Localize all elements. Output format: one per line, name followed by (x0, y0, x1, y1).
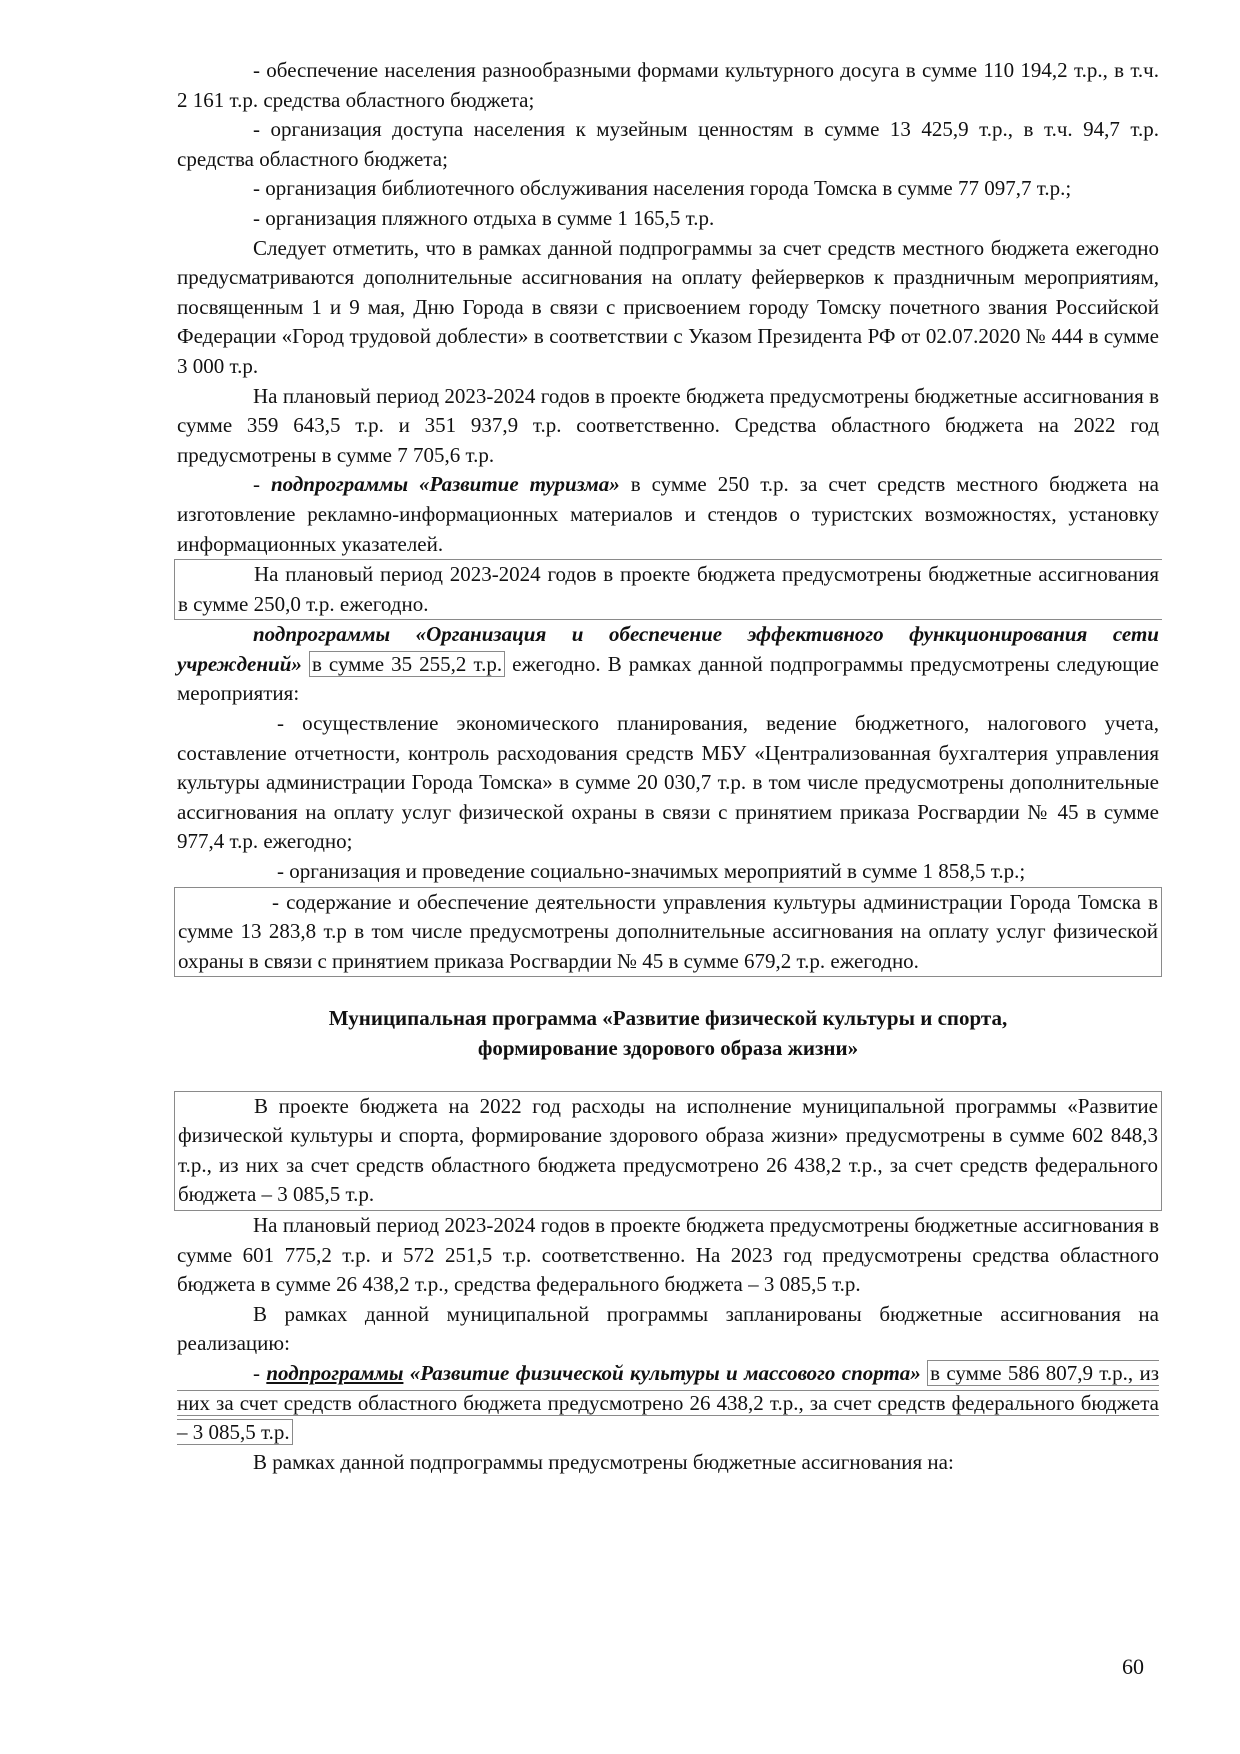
paragraph-planning-period-tourism: На плановый период 2023-2024 годов в проекте бюджета предусмотрены бюджетные ассигнования в сумме 250,0 т.р. ежегодно. (178, 562, 1159, 616)
paragraph-tourism-subprogram (177, 470, 1159, 559)
highlight-box-tourism-planning (174, 559, 1162, 620)
network-subprogram-text: ежегодно. В рамках данной подпрограммы предусмотрены следующие мероприятия: (177, 651, 1159, 706)
paragraph-mass-sport-subprogram (177, 1359, 1159, 1448)
highlight-box-network-sum: в сумме 35 255,2 т.р. (309, 651, 505, 677)
paragraph-fireworks-note: Следует отметить, что в рамках данной подпрограммы за счет средств местного бюджета ежегодно предусматриваются дополнительные ассигнования на оплату фейерверков к праздничным мероприятиям, посвященным 1 и 9 мая, Дню Города в связи с присвоением городу Томску почетного звания Российской Федерации «Город трудовой доблести» в соответствии с Указом Президента РФ от 02.07.2020 № 444 в сумме 3 000 т.р. (177, 235, 1159, 378)
highlight-box-sport-budget (174, 1091, 1162, 1211)
paragraph-planning-period-culture: На плановый период 2023-2024 годов в проекте бюджета предусмотрены бюджетные ассигнования в сумме 359 643,5 т.р. и 351 937,9 т.р. соответственно. Средства областного бюджета на 2022 год предусмотрены в сумме 7 705,6 т.р. (177, 383, 1159, 467)
mass-sport-subprogram-word: подпрограммы (266, 1360, 404, 1385)
page-number: 60 (1122, 1654, 1144, 1679)
mass-sport-subprogram-title: «Развитие физической культуры и массового спорта» (403, 1360, 921, 1385)
paragraph-social-events: - организация и проведение социально-значимых мероприятий в сумме 1 858,5 т.р.; (277, 859, 1026, 884)
network-subprogram-title: подпрограммы «Организация и обеспечение эффективного функционирования сети учреждений» (177, 622, 1159, 676)
paragraph-accounting-activities: - осуществление экономического планирования, ведение бюджетного, налогового учета, составление отчетности, контроль расходования средств МБУ «Централизованная бухгалтерия управления культуры администрации Города Томска» в сумме 20 030,7 т.р. в том числе предусмотрены дополнительные ассигнования на оплату услуг физической охраны в связи с принятием приказа Росгвардии № 45 в сумме 977,4 т.р. ежегодно; (177, 711, 1159, 854)
dash: - (253, 472, 271, 497)
document-page (177, 56, 1159, 1477)
paragraph-subprogram-allocations: В рамках данной подпрограммы предусмотрены бюджетные ассигнования на: (253, 1449, 954, 1474)
dash: - (253, 1360, 267, 1385)
section-heading-sport-program (177, 1004, 1159, 1063)
tourism-subprogram-title: подпрограммы «Развитие туризма» (270, 472, 620, 497)
paragraph-library-service: - организация библиотечного обслуживания населения города Томска в сумме 77 097,7 т.р.; (253, 176, 1072, 201)
paragraph-network-subprogram (177, 620, 1159, 709)
heading-line-2: формирование здорового образа жизни» (477, 1036, 859, 1060)
highlight-box-mass-sport-sum: в сумме 586 807,9 т.р., из них за счет средств областного бюджета предусмотрено 26 438,2 т.р., за счет средств федерального бюджета – 3 085,5 т.р. (177, 1360, 1159, 1445)
paragraph-sport-program-scope: В рамках данной муниципальной программы запланированы бюджетные ассигнования на реализацию: (177, 1301, 1159, 1356)
paragraph-museum-access: - организация доступа населения к музейным ценностям в сумме 13 425,9 т.р., в т.ч. 94,7 т.р. средства областного бюджета; (177, 117, 1159, 171)
paragraph-administration-maintenance: - содержание и обеспечение деятельности управления культуры администрации Города Томска в сумме 13 283,8 т.р в том числе предусмотрены дополнительные ассигнования на оплату услуг физической охраны в связи с принятием приказа Росгвардии № 45 в сумме 679,2 т.р. ежегодно. (178, 889, 1158, 973)
tourism-subprogram-text: в сумме 250 т.р. за счет средств местного бюджета на изготовление рекламно-информационных материалов и стендов о туристских возможностях, установку информационных указателей. (177, 472, 1159, 556)
paragraph-beach-recreation: - организация пляжного отдыха в сумме 1 165,5 т.р. (253, 205, 715, 230)
paragraph-planning-period-sport: На плановый период 2023-2024 годов в проекте бюджета предусмотрены бюджетные ассигнования в сумме 601 775,2 т.р. и 572 251,5 т.р. соответственно. На 2023 год предусмотрены средства областного бюджета в сумме 26 438,2 т.р., средства федерального бюджета – 3 085,5 т.р. (177, 1212, 1159, 1297)
highlight-box-administration (174, 887, 1162, 978)
paragraph-sport-budget-2022: В проекте бюджета на 2022 год расходы на исполнение муниципальной программы «Развитие физической культуры и спорта, формирование здорового образа жизни» предусмотрены в сумме 602 848,3 т.р., из них за счет средств областного бюджета предусмотрено 26 438,2 т.р., за счет средств федерального бюджета – 3 085,5 т.р. (178, 1093, 1158, 1207)
paragraph-cultural-leisure: - обеспечение населения разнообразными формами культурного досуга в сумме 110 194,2 т.р., в т.ч. 2 161 т.р. средства областного бюджета; (177, 58, 1159, 112)
heading-line-1: Муниципальная программа «Развитие физической культуры и спорта, (328, 1006, 1008, 1031)
